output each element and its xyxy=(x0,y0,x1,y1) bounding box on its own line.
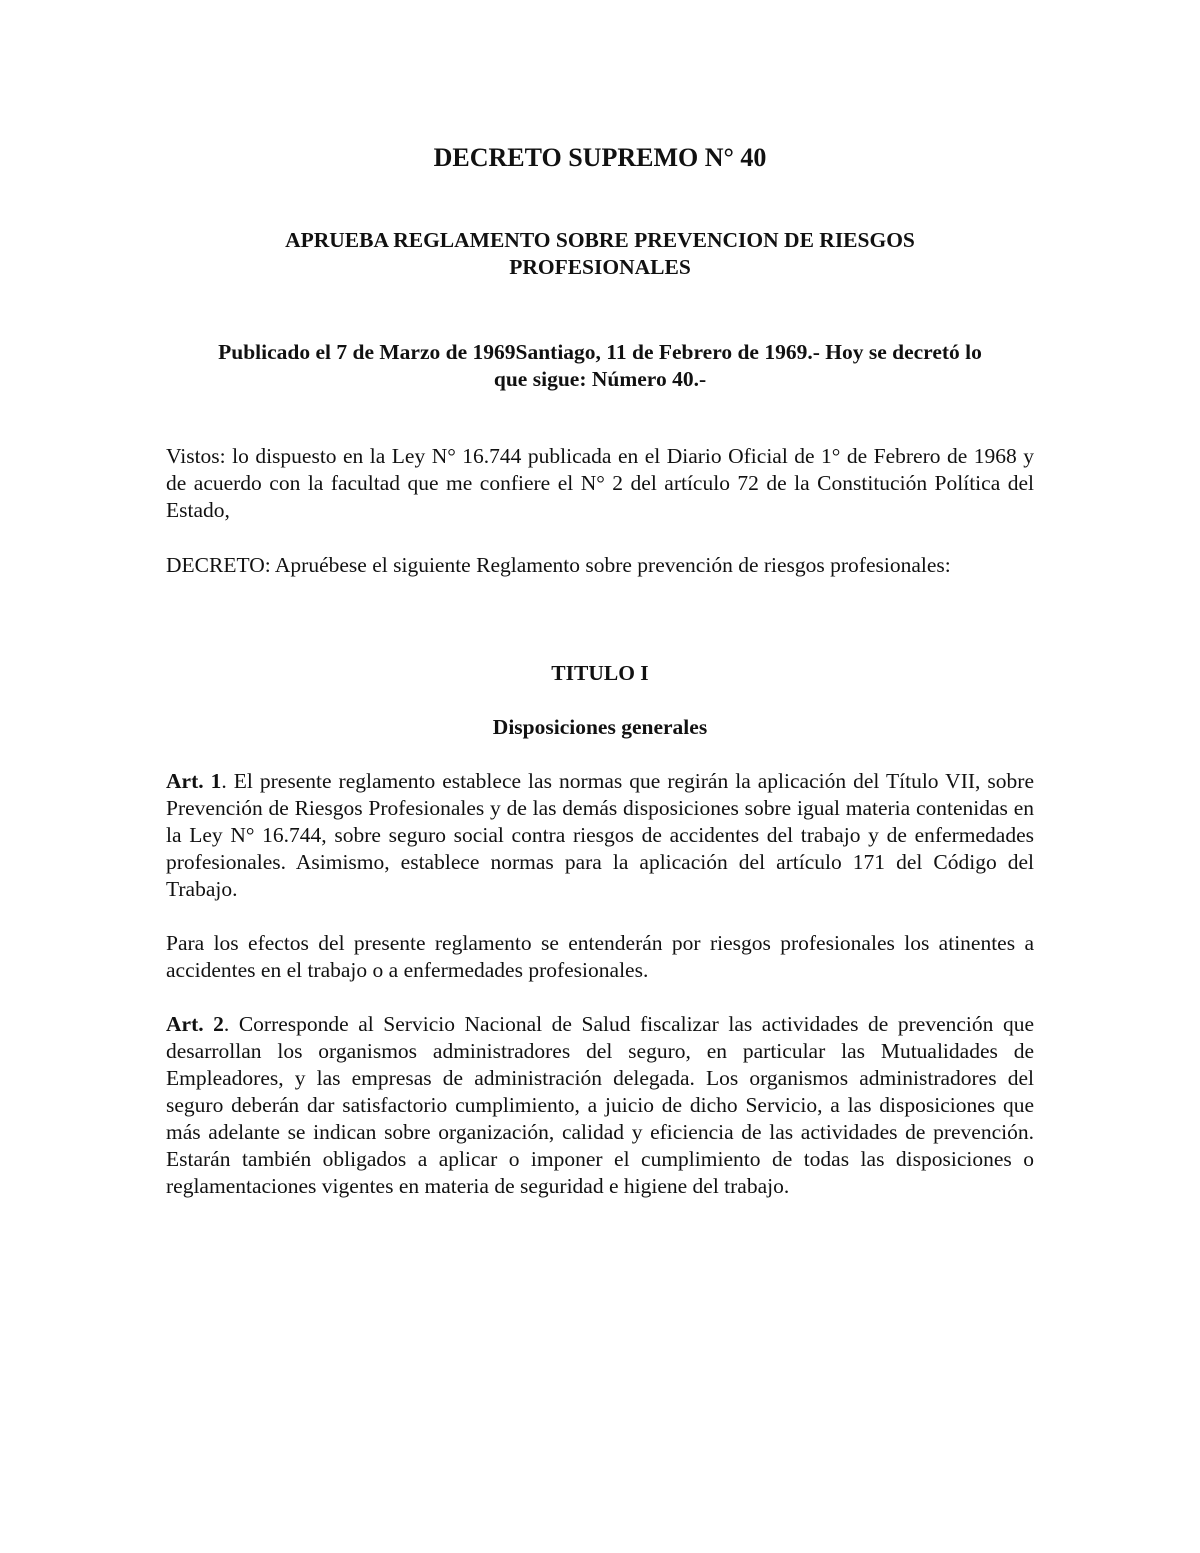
article-2-label: Art. 2 xyxy=(166,1012,224,1036)
article-1-label: Art. 1 xyxy=(166,769,222,793)
article-2-paragraph xyxy=(166,1011,1034,1200)
vistos-paragraph: Vistos: lo dispuesto en la Ley N° 16.744 publicada en el Diario Oficial de 1° de Febrero de 1968 y de acuerdo con la facultad que me confiere el N° 2 del artículo 72 de la Constitución Política del Estado, xyxy=(166,444,1034,522)
article-2-text: . Corresponde al Servicio Nacional de Salud fiscalizar las actividades de prevención que desarrollan los organismos administradores del seguro, en particular las Mutualidades de Empleadores, y las empresas de administración delegada. Los organismos administradores del seguro deberán dar satisfactorio cumplimiento, a juicio de dicho Servicio, a las disposiciones que más adelante se indican sobre organización, calidad y eficiencia de las actividades de prevención. Estarán también obligados a aplicar o imponer el cumplimiento de todas las disposiciones o reglamentaciones vigentes en materia de seguridad e higiene del trabajo. xyxy=(166,1012,1034,1198)
document-subtitle xyxy=(166,227,1034,281)
decreto-paragraph: DECRETO: Apruébese el siguiente Reglamento sobre prevención de riesgos profesionales: xyxy=(166,553,951,577)
subtitle-line-1: APRUEBA REGLAMENTO SOBRE PREVENCION DE RIESGOS xyxy=(285,228,915,252)
article-1-text: . El presente reglamento establece las normas que regirán la aplicación del Título VII, sobre Prevención de Riesgos Profesionales y de las demás disposiciones sobre igual materia contenidas en la Ley N° 16.744, sobre seguro social contra riesgos de accidentes del trabajo y de enfermedades profesionales. Asimismo, establece normas para la aplicación del artículo 171 del Código del Trabajo. xyxy=(166,769,1034,901)
article-1-second-paragraph: Para los efectos del presente reglamento se entenderán por riesgos profesionales los atinentes a accidentes en el trabajo o a enfermedades profesionales. xyxy=(166,931,1034,982)
titulo-heading: TITULO I xyxy=(551,661,649,685)
subtitle-line-2: PROFESIONALES xyxy=(509,255,691,279)
article-1-paragraph xyxy=(166,768,1034,903)
disposiciones-heading: Disposiciones generales xyxy=(492,715,708,739)
publication-info xyxy=(166,339,1034,393)
publication-line-2: que sigue: Número 40.- xyxy=(493,367,707,391)
publication-line-1: Publicado el 7 de Marzo de 1969Santiago, 11 de Febrero de 1969.- Hoy se decretó lo xyxy=(218,340,982,364)
document-title: DECRETO SUPREMO N° 40 xyxy=(433,143,767,172)
